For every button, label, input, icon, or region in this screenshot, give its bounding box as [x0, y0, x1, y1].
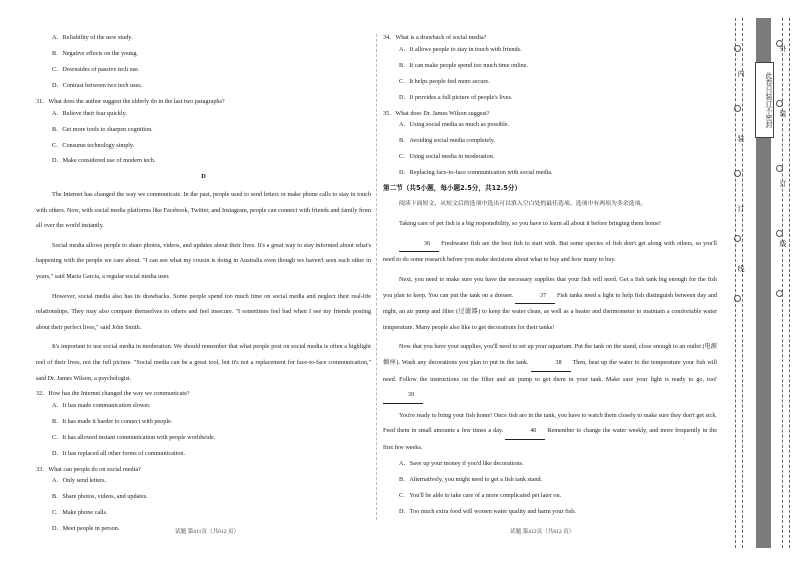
column-divider: [376, 34, 377, 520]
binding-label: 此卷只装订不密封: [755, 62, 774, 138]
cloze-paragraph-4: [383, 408, 717, 456]
cloze-choice-a: A．Save up your money if you'd like decorations.: [399, 459, 524, 467]
q34-stem: 34．What is a drawback of social media?: [383, 34, 487, 41]
blank-36[interactable]: 36: [399, 236, 439, 253]
binding-hole-icon: [776, 40, 783, 47]
instruction: 阅读下面短文，从短文后的选项中选出可以填入空白处的最佳选项。选项中有两项为多余选项。: [399, 200, 647, 207]
q32-option-d: D．It has replaced all other forms of communication.: [52, 449, 185, 457]
q32-option-b: B．It has made it harder to connect with people.: [52, 417, 173, 425]
q32-option-c: C．It has allowed instant communication with people worldwide.: [52, 433, 216, 441]
q35-stem: 35．What does Dr. James Wilson suggest?: [383, 109, 490, 117]
cloze-choice-b: B．Alternatively, you might need to get a fish tank stand.: [399, 475, 543, 483]
q35-options: [383, 121, 717, 177]
binding-hole-icon: [734, 170, 741, 177]
p4-text-a: You're ready to bring your fish home! Once fish are in the tank, you have to watch them closely to make sure they don't get sick. Feed them in small amounts a few times a day.: [383, 411, 717, 435]
binding-hole-icon: [734, 105, 741, 112]
passage-paragraph: It's important to use social media in moderation. We should remember that what people post on social media is often a highlight reel of their lives, not the full picture. "Social media can be a great tool, but it's not a replacement for face-to-face communication," said Dr. James Wilson, a psychologist.: [36, 343, 371, 382]
q30-option-d: D．Contrast between two tech uses.: [52, 81, 143, 89]
page-footer-right: 试题 第412页（共612 页）: [510, 529, 575, 535]
binding-hole-icon: [776, 230, 783, 237]
blank-37[interactable]: 37: [515, 288, 555, 305]
q35-option-a: A．Using social media as much as possible.: [399, 121, 510, 129]
outer-binding-char: 装: [779, 110, 787, 117]
cloze-choice-c: C．You'll be able to take care of a more complicated pet later on.: [399, 491, 562, 499]
blank-38[interactable]: 38: [531, 355, 571, 372]
section-title: 第二节（共5小题，每小题2.5分，共12.5分）: [383, 184, 522, 193]
blank-40[interactable]: 40: [505, 423, 545, 440]
q34-option-d: D．It provides a full picture of people's lives.: [399, 93, 513, 101]
left-column: [36, 34, 371, 541]
cloze-paragraph-2: [383, 272, 717, 335]
q31-option-d: D．Make considered use of modern tech.: [52, 157, 156, 165]
blank-39[interactable]: 39: [383, 387, 423, 404]
q32-stem: 32．How has the Internet changed the way we communicate?: [36, 390, 190, 398]
right-column: [383, 34, 717, 524]
passage-title: D: [201, 173, 206, 181]
q30-option-a: A．Reliability of the new study.: [52, 34, 133, 41]
q34-option-a: A．It allows people to stay in touch with friends.: [399, 45, 522, 53]
outer-binding-char: 订: [779, 180, 787, 187]
q31-option-b: B．Get more tools to sharpen cognition.: [52, 125, 153, 133]
cloze-choice-d: D．Too much extra food will worsen water quality and harm your fish.: [399, 507, 576, 515]
q33-stem: 33．What can people do on social media?: [36, 465, 141, 473]
inner-binding-char: 装: [737, 135, 745, 142]
q30-option-b: B．Negative effects on the young.: [52, 49, 138, 57]
q35-option-c: C．Using social media in moderation.: [399, 153, 495, 161]
q33-option-a: A．Only send letters.: [52, 477, 107, 485]
cloze-intro: Taking care of pet fish is a big responsibility, so you have to learn all about it before bringing them home!: [399, 220, 661, 228]
q31-stem: 31．What does the author suggest the elderly do in the last two paragraphs?: [36, 97, 225, 105]
inner-binding-char: 内: [737, 70, 745, 77]
q34-option-c: C．It helps people feel more secure.: [399, 77, 490, 85]
q32-option-a: A．It has made communication slower.: [52, 401, 151, 409]
q31-option-c: C．Consume technology simply.: [52, 141, 135, 149]
p1-text: Freshwater fish are the best fish to start with. But some species of fish don't get along with others, so you'll need to do some research before you make decisions about what to buy and how many to buy.: [383, 239, 718, 264]
p3-text-a: Now that you have your supplies, you'll need to set up your aquarium. Put the tank on the stand, close enough to an outlet (电源插座). Wash any decorations you plan to put in the tank.: [383, 343, 717, 366]
outer-binding-char: 线: [779, 240, 787, 247]
binding-hole-icon: [734, 295, 741, 302]
q31-options: [36, 110, 371, 166]
binding-hole-icon: [734, 235, 741, 242]
q31-option-a: A．Relieve their fear quickly.: [52, 109, 127, 117]
q30-option-c: C．Downsides of passive tech use.: [52, 65, 140, 73]
q35-option-d: D．Replacing face-to-face communication with social media.: [399, 169, 553, 177]
passage-d: [36, 187, 371, 386]
cloze-paragraph-3: [383, 339, 717, 403]
q34-option-b: B．It can make people spend too much time online.: [399, 61, 529, 69]
p2-text-b: Fish tanks need a light to help fish distinguish between day and night, an air pump and filter (过滤器) to keep the water clean, as well as a heater and thermometer to maintain a comfortable water temperature. Many people also like to get decorations for their tanks!: [383, 291, 718, 331]
q30-options: [36, 34, 371, 90]
q35-option-b: B．Avoiding social media completely.: [399, 137, 496, 145]
q33-option-d: D．Meet people in person.: [52, 525, 120, 533]
page-footer-left: 试题 第411页（共612 页）: [175, 529, 240, 535]
q32-options: [36, 402, 371, 458]
q33-option-c: C．Make phone calls.: [52, 509, 108, 517]
p2-text-a: Next, you need to make sure you have the necessary supplies that your fish will need. Get a fish tank big enough for the fish you plan to keep. You can put the tank on a dresser.: [383, 276, 717, 299]
inner-binding-char: 线: [737, 265, 745, 272]
binding-hole-icon: [776, 165, 783, 172]
cloze-choices: [383, 460, 717, 516]
outer-binding-char: 外: [779, 45, 787, 52]
q34-options: [383, 46, 717, 102]
binding-hole-icon: [776, 100, 783, 107]
p4-text-b: Remember to change the water weekly, and more frequently in the first few weeks.: [383, 427, 717, 451]
passage-paragraph: However, social media also has its drawbacks. Some people spend too much time on social media and neglect their real-life relationships. They may also compare themselves to others and feel insecure. "I sometimes feel bad when I see my friends posting about their perfect lives," said John Smith.: [36, 292, 371, 331]
passage-paragraph: Social media allows people to share photos, videos, and updates about their lives. It's a great way to stay informed about what's happening with the people we care about. "I can see what my cousin is doing in Australia even though we haven't seen each other in years," said Maria Garcia, a regular social media user.: [36, 241, 371, 281]
p3-text-b: Then, heat up the water to the temperature your fish will need. Follow the instructions on the filter and air pump to get them in your tank. Make sure your light is ready to go, too!: [383, 359, 718, 383]
binding-hole-icon: [734, 45, 741, 52]
inner-binding-char: 订: [737, 205, 745, 212]
cloze-paragraph-1: [383, 236, 717, 268]
q33-options: [36, 477, 371, 533]
binding-hole-icon: [776, 290, 783, 297]
q33-option-b: B．Share photos, videos, and updates.: [52, 493, 148, 501]
passage-paragraph: The Internet has changed the way we communicate. In the past, people used to send letters or make phone calls to stay in touch with others. Now, with social media platforms like Facebook, Twitter, and Instagram, people can connect with friends and family from all over the world instantly.: [36, 191, 371, 230]
